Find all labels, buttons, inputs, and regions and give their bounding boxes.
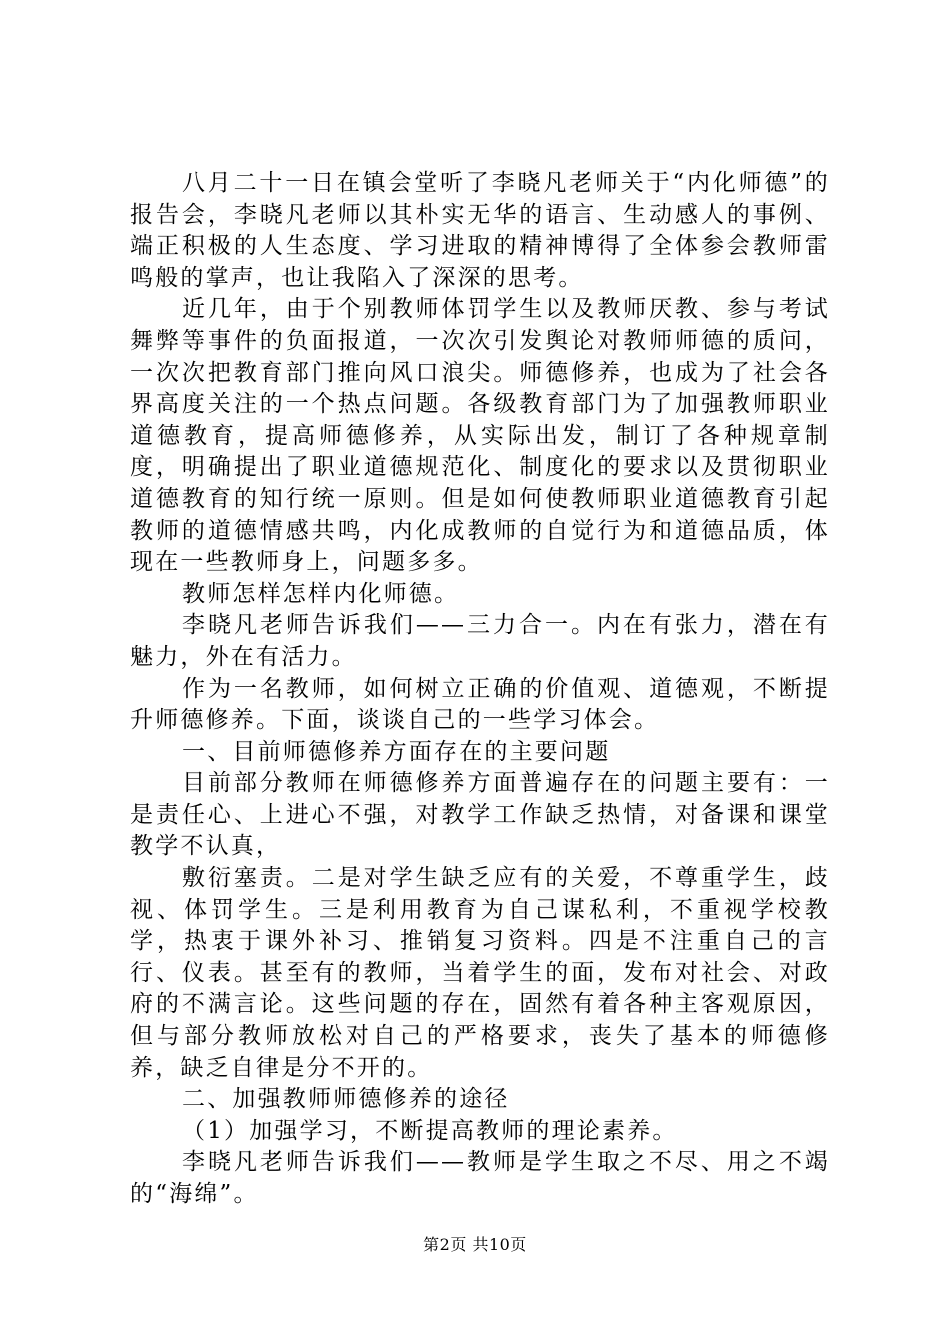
- section-heading-problems: 一、目前师德修养方面存在的主要问题: [182, 738, 611, 765]
- paragraph-problems-list: 目前部分教师在师德修养方面普遍存在的问题主要有：一是责任心、上进心不强，对教学工作缺乏热情，对备课和课堂教学不认真，: [130, 770, 830, 860]
- paragraph-recent-years: 近几年，由于个别教师体罚学生以及教师厌教、参与考试舞弊等事件的负面报道，一次次引发舆论对教师师德的质问，一次次把教育部门推向风口浪尖。师德修养，也成为了社会各界高度关注的一个热点问题。各级教育部门为了加强教师职业道德教育，提高师德修养，从实际出发，制订了各种规章制度，明确提出了职业道德规范化、制度化的要求以及贯彻职业道德教育的知行统一原则。但是如何使教师职业道德教育引起教师的道德情感共鸣，内化成教师的自觉行为和道德品质，体现在一些教师身上，问题多多。: [130, 296, 830, 576]
- paragraph-report-intro: 八月二十一日在镇会堂听了李晓凡老师关于“内化师德”的报告会，李晓凡老师以其朴实无华的语言、生动感人的事例、端正积极的人生态度、学习进取的精神博得了全体参会教师雷鸣般的掌声，也让我陷入了深深的思考。: [130, 170, 830, 291]
- paragraph-as-teacher: 作为一名教师，如何树立正确的价值观、道德观，不断提升师德修养。下面，谈谈自己的一些学习体会。: [130, 675, 830, 734]
- section-heading-approaches: 二、加强教师师德修养的途径: [182, 1086, 510, 1113]
- subheading-study: （1）加强学习，不断提高教师的理论素养。: [182, 1117, 678, 1144]
- document-body: [130, 168, 830, 1211]
- paragraph-sponge: 李晓凡老师告诉我们——教师是学生取之不尽、用之不竭的“海绵”。: [130, 1149, 830, 1207]
- page-number-footer: 第2页 共10页: [423, 1235, 527, 1254]
- paragraph-three-forces: 李晓凡老师告诉我们——三力合一。内在有张力，潜在有魅力，外在有活力。: [130, 612, 830, 670]
- paragraph-problems-continued: 敷衍塞责。二是对学生缺乏应有的关爱，不尊重学生，歧视、体罚学生。三是利用教育为自己谋私利，不重视学校教学，热衷于课外补习、推销复习资料。四是不注重自己的言行、仪表。甚至有的教师，当着学生的面，发布对社会、对政府的不满言论。这些问题的存在，固然有着各种主客观原因，但与部分教师放松对自己的严格要求，丧失了基本的师德修养，缺乏自律是分不开的。: [130, 865, 830, 1081]
- paragraph-question: 教师怎样怎样内化师德。: [182, 580, 460, 607]
